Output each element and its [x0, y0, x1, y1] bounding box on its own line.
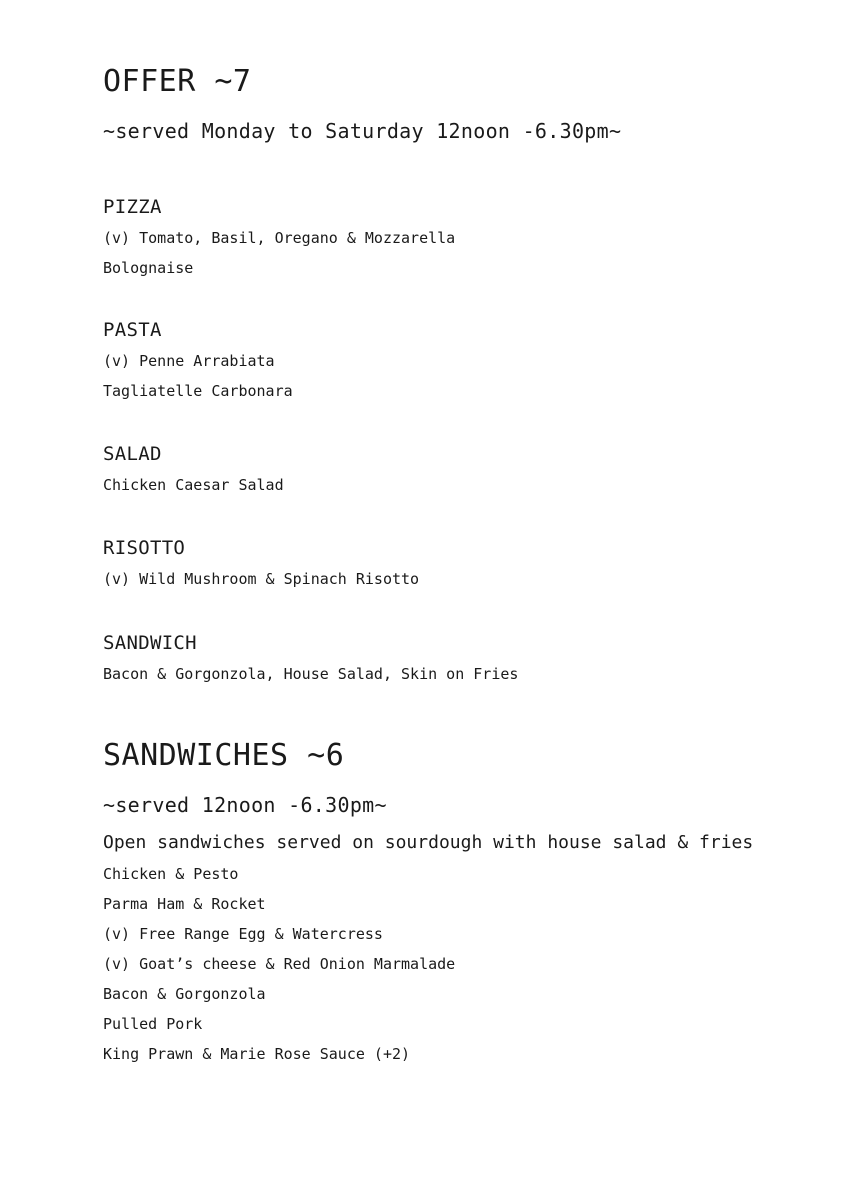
menu-item: Bacon & Gorgonzola, House Salad, Skin on Fries: [103, 665, 519, 683]
sandwiches-list: [103, 859, 455, 1069]
sandwiches-intro-block: [103, 830, 753, 856]
sandwiches-title-block: [103, 738, 344, 774]
menu-item: (v) Penne Arrabiata: [103, 352, 275, 370]
sandwiches-intro: Open sandwiches served on sourdough with house salad & fries: [103, 832, 754, 853]
menu-item: Bolognaise: [103, 259, 194, 277]
offer-title: OFFER ~7: [103, 64, 252, 99]
sandwiches-title: SANDWICHES ~6: [103, 738, 345, 773]
menu-item: Pulled Pork: [103, 1015, 203, 1033]
section-heading: SANDWICH: [103, 632, 197, 654]
menu-item: (v) Wild Mushroom & Spinach Risotto: [103, 570, 420, 588]
section-heading: SALAD: [103, 443, 162, 465]
menu-item: Chicken & Pesto: [103, 865, 239, 883]
section-risotto: [103, 536, 419, 594]
section-sandwich: [103, 631, 518, 689]
sandwiches-served-times: ~served 12noon -6.30pm~: [103, 793, 387, 817]
section-pasta: [103, 318, 293, 406]
section-pizza: [103, 195, 455, 283]
menu-item: (v) Tomato, Basil, Oregano & Mozzarella: [103, 229, 456, 247]
section-heading: RISOTTO: [103, 537, 186, 559]
section-heading: PASTA: [103, 319, 162, 341]
offer-title-block: [103, 64, 252, 100]
menu-item: Bacon & Gorgonzola: [103, 985, 266, 1003]
menu-item: (v) Goat’s cheese & Red Onion Marmalade: [103, 955, 456, 973]
sandwiches-served-block: [103, 792, 387, 818]
menu-item: Tagliatelle Carbonara: [103, 382, 293, 400]
offer-served-block: [103, 118, 621, 144]
section-heading: PIZZA: [103, 196, 162, 218]
menu-item: Parma Ham & Rocket: [103, 895, 266, 913]
section-salad: [103, 442, 284, 500]
menu-item: Chicken Caesar Salad: [103, 476, 284, 494]
offer-served-times: ~served Monday to Saturday 12noon -6.30pm~: [103, 119, 622, 143]
menu-item: (v) Free Range Egg & Watercress: [103, 925, 383, 943]
menu-item: King Prawn & Marie Rose Sauce (+2): [103, 1045, 411, 1063]
